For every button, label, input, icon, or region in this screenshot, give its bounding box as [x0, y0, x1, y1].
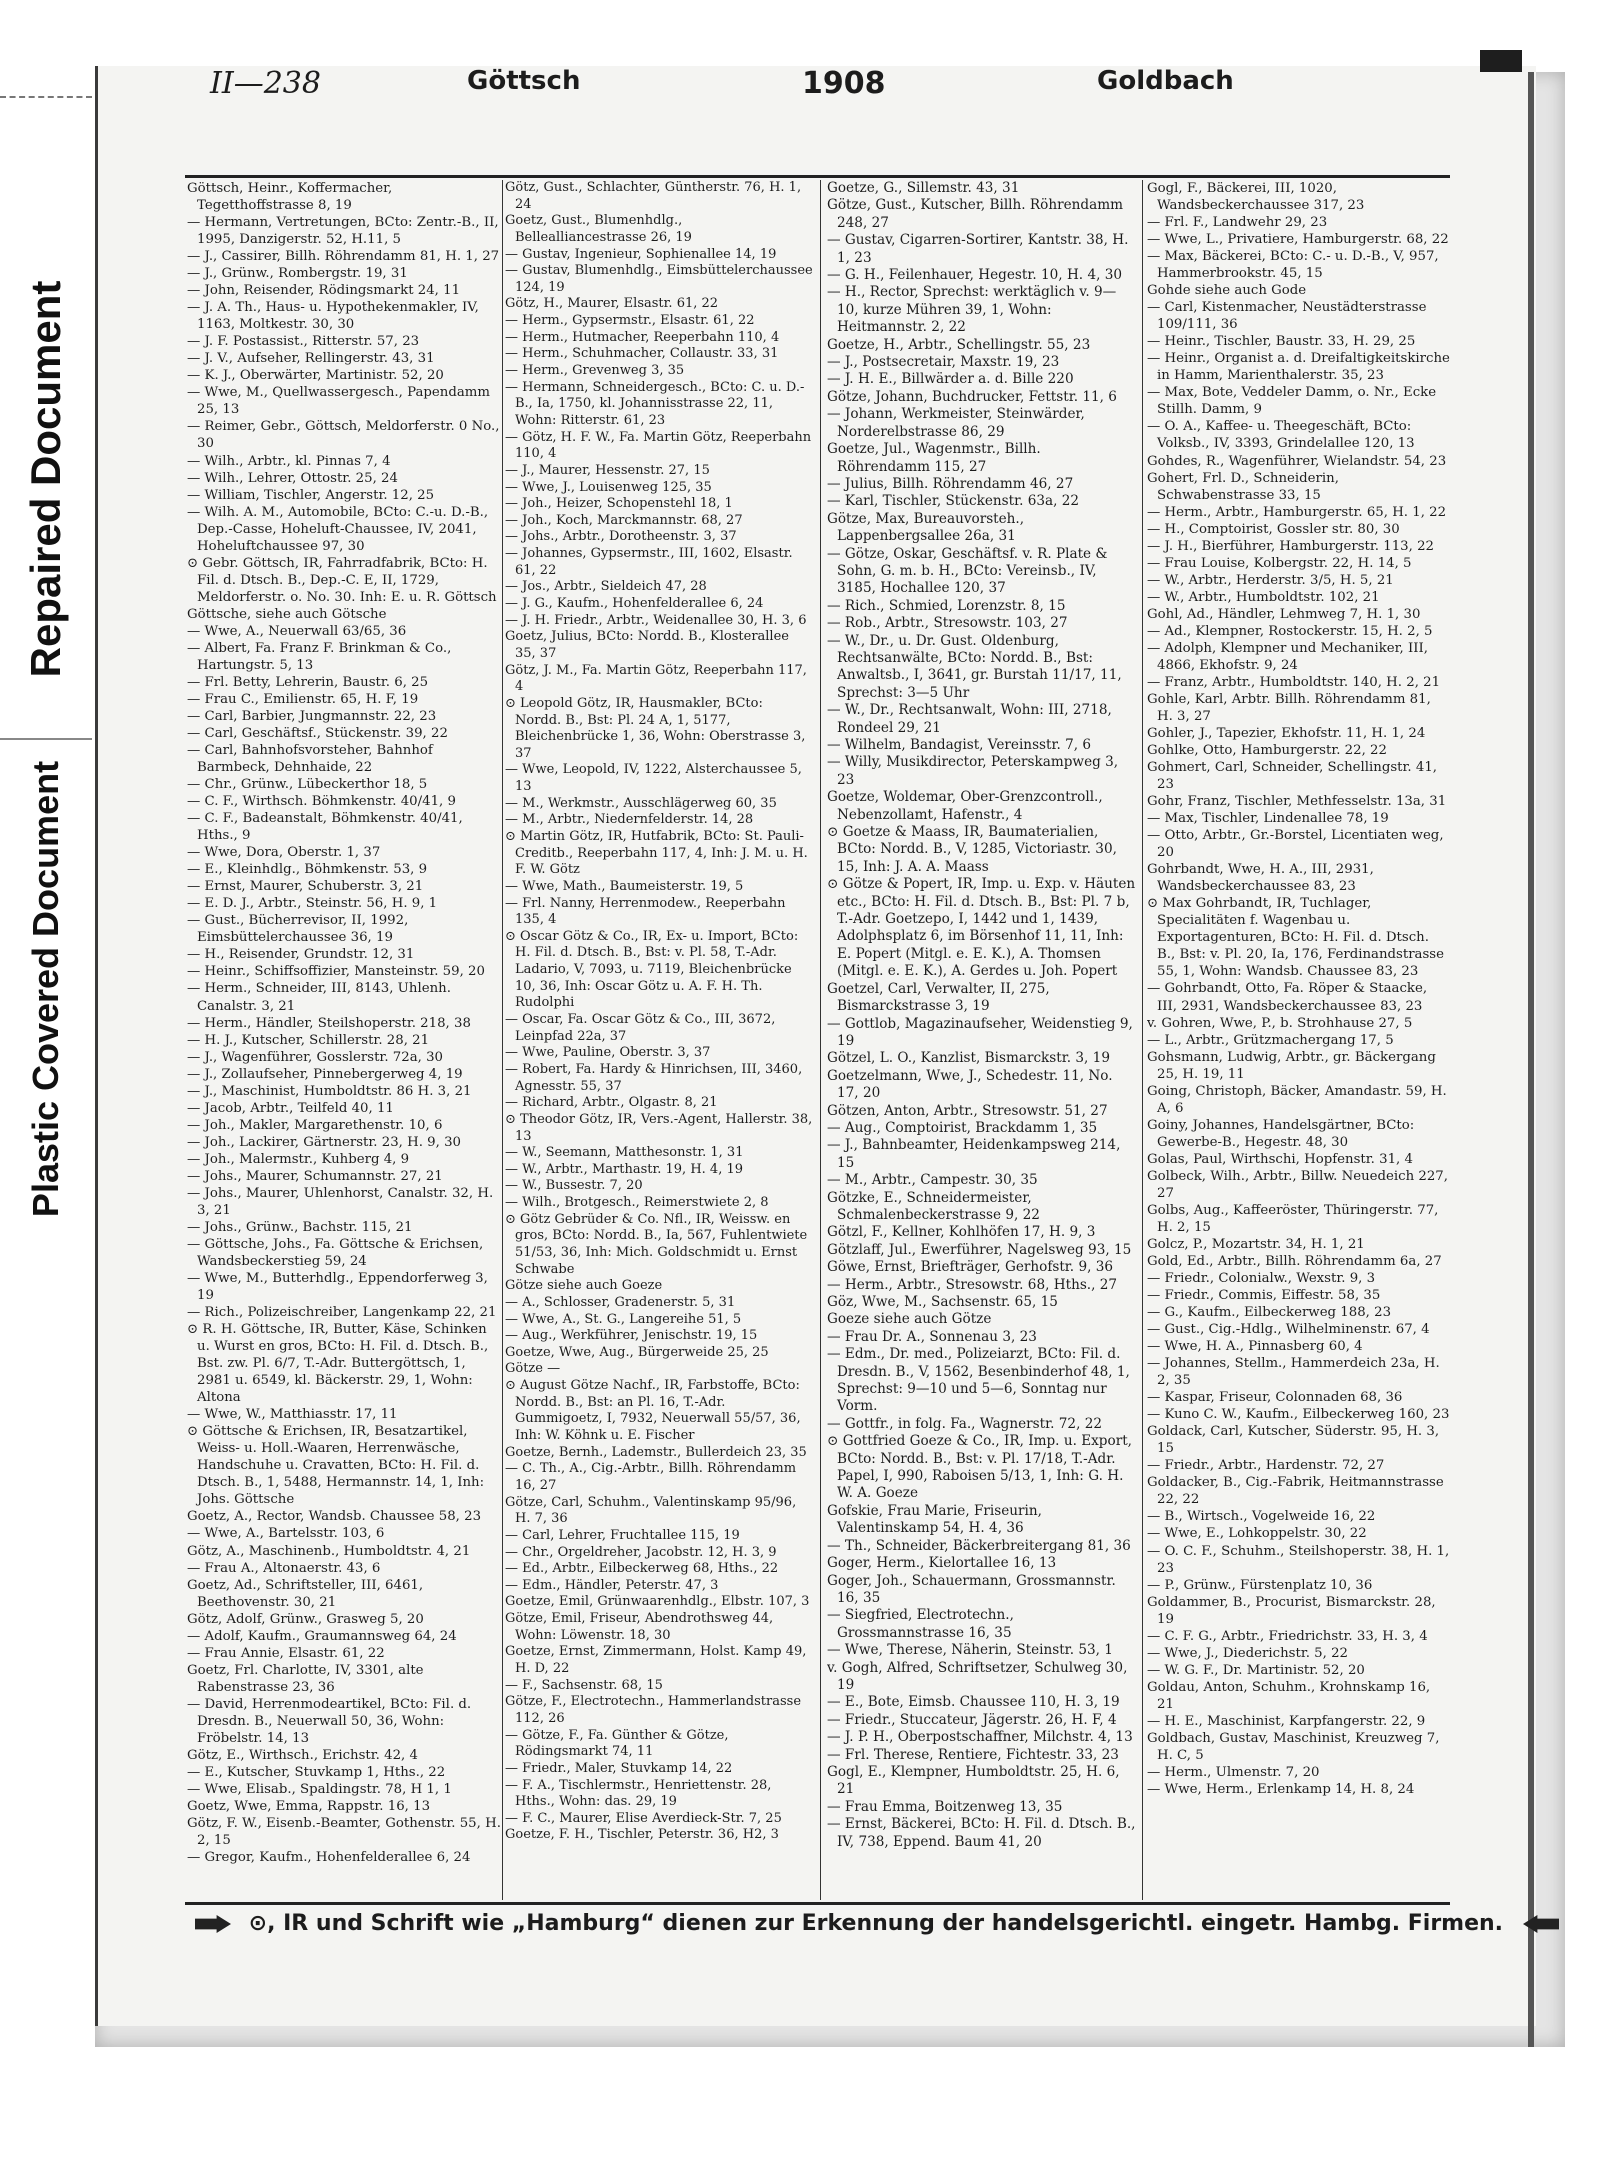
directory-entry: Goetz, Gust., Blumenhdlg., Bellealliancestrasse 26, 19 [505, 213, 692, 245]
directory-entry: ⊙ Götz Gebrüder & Co. Nfl., IR, Weissw. en gros, BCto: Nordd. B., Ia, 567, Fuhlentwiete 51/53, 36, Inh: Mich. Goldschmidt u. Ernst Schwabe [505, 1211, 808, 1277]
directory-entry: — J. F. Postassist., Ritterstr. 57, 23 [187, 334, 420, 350]
directory-entry: — Willy, Musikdirector, Peterskampweg 3, 23 [827, 754, 1119, 788]
directory-entry: — J. H. E., Billwärder a. d. Bille 220 [827, 371, 1074, 388]
directory-entry: — Göttsche, Johs., Fa. Göttsche & Erichsen, Wandsbeckerstieg 59, 24 [187, 1236, 484, 1269]
column-1 [187, 180, 501, 1900]
directory-entry: — Wilh., Arbtr., kl. Pinnas 7, 4 [187, 453, 391, 469]
column-4 [1147, 180, 1450, 1900]
directory-entry: Goetze, H., Arbtr., Schellingstr. 55, 23 [827, 336, 1091, 353]
directory-entry: — Gottlob, Magazinaufseher, Weidenstieg 9, 19 [827, 1015, 1133, 1049]
directory-entry: Goetze, Bernh., Lademstr., Bullerdeich 23, 35 [505, 1444, 807, 1460]
directory-entry: — J. A. Th., Haus- u. Hypothekenmakler, IV, 1163, Moltkestr. 30, 30 [187, 300, 479, 333]
directory-entry: Goetze, Jul., Wagenmstr., Billh. Röhrendamm 115, 27 [827, 441, 1041, 475]
directory-entry: — Adolf, Kaufm., Graumannsweg 64, 24 [187, 1628, 457, 1644]
directory-entry: Goetze, Ernst, Zimmermann, Holst. Kamp 49, H. D, 22 [505, 1644, 807, 1677]
directory-entry: Goetzel, Carl, Verwalter, II, 275, Bismarckstrasse 3, 19 [827, 980, 1050, 1015]
directory-entry: — K. J., Oberwärter, Martinistr. 52, 20 [187, 368, 444, 384]
directory-entry: Göwe, Ernst, Briefträger, Gerhofstr. 9, 36 [827, 1259, 1114, 1276]
directory-entry: — Frl. Betty, Lehrerin, Baustr. 6, 25 [187, 674, 429, 690]
directory-entry: — Aug., Comptoirist, Brackdamm 1, 35 [827, 1119, 1098, 1136]
directory-entry: Goetz, Julius, BCto: Nordd. B., Klosterallee 35, 37 [505, 629, 789, 661]
directory-entry: — J. P. H., Oberpostschaffner, Milchstr. 4, 13 [827, 1729, 1133, 1746]
directory-entry: — C. Th., A., Cig.-Arbtr., Billh. Röhrendamm 16, 27 [505, 1461, 797, 1493]
directory-entry: — Wwe, L., Privatiere, Hamburgerstr. 68, 22 [1147, 232, 1449, 248]
directory-entry: — W., Arbtr., Marthastr. 19, H. 4, 19 [505, 1161, 744, 1177]
column-divider [1142, 180, 1143, 1900]
page-footer [195, 1911, 1504, 1936]
directory-entry: Goldacker, B., Cig.-Fabrik, Heitmannstrasse 22, 22 [1147, 1475, 1444, 1508]
directory-entry: Götze siehe auch Goeze [505, 1278, 663, 1294]
directory-entry: — J., Grünw., Rombergstr. 19, 31 [187, 266, 408, 282]
directory-entry: — Johann, Werkmeister, Steinwärder, Norderelbstrasse 86, 29 [827, 406, 1085, 440]
directory-entry: — E. D. J., Arbtr., Steinstr. 56, H. 9, 1 [187, 896, 438, 912]
directory-entry: — Chr., Orgeldreher, Jacobstr. 12, H. 3, 9 [505, 1544, 777, 1560]
directory-entry: Gofskie, Frau Marie, Friseurin, Valentinskamp 54, H. 4, 36 [827, 1502, 1042, 1537]
directory-entry: — P., Grünw., Fürstenplatz 10, 36 [1147, 1577, 1373, 1593]
directory-entry: — Wwe, H. A., Pinnasberg 60, 4 [1147, 1339, 1363, 1355]
directory-entry: — Ad., Klempner, Rostockerstr. 15, H. 2, 5 [1147, 623, 1433, 639]
directory-entry: — Heinr., Tischler, Baustr. 33, H. 29, 25 [1147, 334, 1416, 350]
directory-entry: — Frau C., Emilienstr. 65, H. F, 19 [187, 691, 419, 707]
directory-columns [187, 180, 1450, 1900]
directory-entry: — M., Arbtr., Campestr. 30, 35 [827, 1172, 1038, 1189]
directory-entry: Goldbach, Gustav, Maschinist, Kreuzweg 7, H. C, 5 [1147, 1730, 1440, 1763]
directory-entry: Goetz, Ad., Schriftsteller, III, 6461, Beethovenstr. 30, 21 [187, 1577, 424, 1610]
directory-entry: — Heinr., Schiffsoffizier, Mansteinstr. 59, 20 [187, 964, 485, 980]
directory-entry: — O. A., Kaffee- u. Theegeschäft, BCto: Volksb., IV, 3393, Grindelallee 120, 13 [1147, 419, 1415, 452]
plastic-covered-label: Plastic Covered Document [25, 760, 66, 1218]
directory-entry: — Wwe, Therese, Näherin, Steinstr. 53, 1 [827, 1642, 1113, 1659]
directory-entry: — Wilhelm, Bandagist, Vereinsstr. 7, 6 [827, 737, 1092, 753]
directory-entry: Götzl, F., Kellner, Kohlhöfen 17, H. 9, 3 [827, 1224, 1096, 1241]
directory-entry: Götze, Gust., Kutscher, Billh. Röhrendamm 248, 27 [827, 197, 1123, 231]
directory-entry: — Friedr., Stuccateur, Jägerstr. 26, H. F, 4 [827, 1711, 1117, 1728]
directory-entry: Gohl, Ad., Händler, Lehmweg 7, H. 1, 30 [1147, 606, 1421, 622]
directory-entry: Goldack, Carl, Kutscher, Süderstr. 95, H. 3, 15 [1147, 1424, 1440, 1457]
column-2 [505, 180, 813, 1900]
directory-entry: — C. F., Badeanstalt, Böhmkenstr. 40/41, Hths., 9 [187, 811, 463, 844]
directory-entry: — Albert, Fa. Franz F. Brinkman & Co., Hartungstr. 5, 13 [187, 640, 452, 673]
directory-entry: — David, Herrenmodeartikel, BCto: Fil. d. Dresdn. B., Neuerwall 50, 36, Wohn: Fröbelstr. 14, 13 [187, 1696, 472, 1746]
directory-entry: — O. C. F., Schuhm., Steilshoperstr. 38, H. 1, 23 [1147, 1543, 1450, 1576]
directory-entry: — W. G. F., Dr. Martinistr. 52, 20 [1147, 1662, 1365, 1678]
directory-entry: — Wwe, Herm., Erlenkamp 14, H. 8, 24 [1147, 1781, 1415, 1797]
directory-entry: Gohr, Franz, Tischler, Methfesselstr. 13a, 31 [1147, 794, 1447, 810]
directory-entry: — Wwe, Elisab., Spaldingstr. 78, H 1, 1 [187, 1781, 452, 1797]
directory-entry: — Jos., Arbtr., Sieldeich 47, 28 [505, 579, 707, 595]
directory-entry: — Hermann, Schneidergesch., BCto: C. u. D.-B., Ia, 1750, kl. Johannisstrasse 22, 11, Wohn: Ritterstr. 61, 23 [505, 379, 805, 428]
directory-entry: — W., Seemann, Matthesonstr. 1, 31 [505, 1145, 744, 1161]
directory-entry: Goetz, A., Rector, Wandsb. Chaussee 58, 23 [187, 1509, 482, 1525]
directory-entry: Golbeck, Wilh., Arbtr., Billw. Neuedeich 227, 27 [1147, 1168, 1448, 1201]
directory-entry: Gohert, Frl. D., Schneiderin, Schwabenstrasse 33, 15 [1147, 470, 1339, 503]
directory-entry: — Carl, Geschäftsf., Stückenstr. 39, 22 [187, 726, 448, 741]
column-divider [502, 180, 503, 1900]
directory-entry: Gohdes, R., Wagenführer, Wielandstr. 54, 23 [1147, 453, 1447, 469]
directory-entry: — H., Rector, Sprechst: werktäglich v. 9—10, kurze Mühren 39, 1, Wohn: Heitmannstr. 2, 22 [827, 284, 1117, 336]
directory-entry: Going, Christoph, Bäcker, Amandastr. 59, H. A, 6 [1147, 1083, 1447, 1116]
directory-entry: — Wwe, A., Neuerwall 63/65, 36 [187, 623, 407, 639]
directory-entry: — G., Kaufm., Eilbeckerweg 188, 23 [1147, 1305, 1392, 1321]
directory-entry: — J., Zollaufseher, Pinnebergerweg 4, 19 [187, 1066, 463, 1082]
column-3 [827, 180, 1137, 1900]
directory-entry: — Wwe, J., Louisenweg 125, 35 [505, 479, 712, 495]
document-status-sidebar [0, 110, 92, 1300]
directory-entry: — Friedr., Commis, Eiffestr. 58, 35 [1147, 1288, 1381, 1304]
directory-entry: Goetzelmann, Wwe, J., Schedestr. 11, No. 17, 20 [827, 1067, 1113, 1102]
header-first-entry: Göttsch [467, 66, 581, 96]
page-header [112, 66, 1432, 114]
directory-entry: Götz, H., Maurer, Elsastr. 61, 22 [505, 296, 719, 312]
directory-entry: Göz, Wwe, M., Sachsenstr. 65, 15 [827, 1294, 1058, 1310]
directory-entry: — Wilh., Lehrer, Ottostr. 25, 24 [187, 470, 398, 486]
footer-rule [185, 1902, 1450, 1905]
directory-entry: — B., Wirtsch., Vogelweide 16, 22 [1147, 1509, 1376, 1525]
directory-entry: — Ernst, Maurer, Schuberstr. 3, 21 [187, 879, 424, 895]
directory-entry: Gohmert, Carl, Schneider, Schellingstr. 41, 23 [1147, 760, 1438, 793]
directory-entry: — Frau Dr. A., Sonnenau 3, 23 [827, 1328, 1037, 1345]
directory-entry: — J. V., Aufseher, Rellingerstr. 43, 31 [187, 351, 435, 367]
directory-entry: — Friedr., Arbtr., Hardenstr. 72, 27 [1147, 1458, 1385, 1474]
directory-entry: — Kuno C. W., Kaufm., Eilbeckerweg 160, 23 [1147, 1407, 1450, 1423]
column-divider [820, 180, 821, 1900]
directory-entry: — Frau Louise, Kolbergstr. 22, H. 14, 5 [1147, 555, 1412, 571]
directory-entry: — J. H. Friedr., Arbtr., Weidenallee 30, H. 3, 6 [505, 612, 807, 628]
directory-entry: — H., Reisender, Grundstr. 12, 31 [187, 947, 415, 963]
directory-entry: Goger, Herm., Kielortallee 16, 13 [827, 1555, 1057, 1572]
directory-entry: — Wwe, Math., Baumeisterstr. 19, 5 [505, 878, 744, 894]
directory-entry: — Gustav, Blumenhdlg., Eimsbüttelerchaussee 124, 19 [505, 263, 813, 295]
directory-entry: Golcz, P., Mozartstr. 34, H. 1, 21 [1147, 1236, 1365, 1252]
directory-entry: — Julius, Billh. Röhrendamm 46, 27 [827, 475, 1074, 492]
directory-entry: — J., Wagenführer, Gosslerstr. 72a, 30 [187, 1049, 443, 1065]
directory-entry: ⊙ R. H. Göttsche, IR, Butter, Käse, Schinken u. Wurst en gros, BCto: H. Fil. d. Dtsch. B., Bst. zw. Pl. 6/7, T.-Adr. Buttergöttsch, 1, 2981 u. 6549, kl. Bäckerstr. 29, 1, Wohn: Altona [187, 1322, 489, 1406]
directory-entry: — Herm., Gypsermstr., Elsastr. 61, 22 [505, 313, 755, 329]
directory-entry: — Herm., Schneider, III, 8143, Uhlenh. Canalstr. 3, 21 [187, 981, 451, 1014]
directory-entry: ⊙ August Götze Nachf., IR, Farbstoffe, BCto: Nordd. B., Bst: an Pl. 16, T.-Adr. Gummigoetz, I, 7932, Neuerwall 55/57, 36, Inh: W. Köhnk u. E. Fischer [505, 1378, 801, 1444]
directory-entry: Götzen, Anton, Arbtr., Stresowstr. 51, 27 [827, 1102, 1108, 1119]
directory-entry: Göttsche, siehe auch Götsche [187, 606, 387, 622]
directory-entry: — Rich., Polizeischreiber, Langenkamp 22, 21 [187, 1305, 497, 1321]
directory-entry: Götzel, L. O., Kanzlist, Bismarckstr. 3, 19 [827, 1050, 1110, 1067]
directory-entry: ⊙ Götze & Popert, IR, Imp. u. Exp. v. Häuten etc., BCto: H. Fil. d. Dtsch. B., Bst: Pl. 7 b, T.-Adr. Goetzepo, I, 1442 und 1, 1439, Adolphsplatz 6, im Börsenhof 11, 11, Inh: E. Popert (Mitgl. e. E. K.), A. Thomsen (Mitgl. e. E. K.), A. Gerdes u. Joh. Popert [827, 876, 1136, 980]
directory-entry: Goetze, Emil, Grünwaarenhdlg., Elbstr. 107, 3 [505, 1594, 810, 1610]
directory-entry: — Joh., Malermstr., Kuhberg 4, 9 [187, 1151, 410, 1167]
header-year: 1908 [802, 66, 886, 101]
sidebar-separator [0, 738, 92, 740]
directory-entry: Götze, Johann, Buchdrucker, Fettstr. 11, 6 [827, 388, 1117, 405]
directory-entry: ⊙ Gebr. Göttsch, IR, Fahrradfabrik, BCto: H. Fil. d. Dtsch. B., Dep.-C. E, II, 1729, Meldorferstr. o. No. 30. Inh: E. u. R. Göttsch [187, 555, 497, 605]
directory-entry: Goetz, Wwe, Emma, Rappstr. 16, 13 [187, 1798, 431, 1814]
directory-entry: — Frl. F., Landwehr 29, 23 [1147, 215, 1328, 231]
directory-entry: ⊙ Goetze & Maass, IR, Baumaterialien, BCto: Nordd. B., V, 1285, Victoriastr. 30, 15, Inh: J. A. A. Maass [827, 824, 1117, 875]
directory-entry: Gold, Ed., Arbtr., Billh. Röhrendamm 6a, 27 [1147, 1253, 1442, 1269]
directory-entry: — M., Werkmstr., Ausschlägerweg 60, 35 [505, 795, 777, 811]
directory-entry: — E., Bote, Eimsb. Chaussee 110, H. 3, 19 [827, 1694, 1120, 1711]
directory-entry: — Reimer, Gebr., Göttsch, Meldorferstr. 0 No., 30 [187, 419, 500, 452]
directory-entry: — Wwe, A., Bartelsstr. 103, 6 [187, 1526, 385, 1542]
directory-entry: — Oscar, Fa. Oscar Götz & Co., III, 3672, Leinpfad 22a, 37 [505, 1012, 776, 1044]
directory-entry: — Richard, Arbtr., Olgastr. 8, 21 [505, 1095, 718, 1111]
directory-entry: v. Gohren, Wwe, P., b. Strohhause 27, 5 [1147, 1015, 1413, 1031]
directory-entry: ⊙ Oscar Götz & Co., IR, Ex- u. Import, BCto: H. Fil. d. Dtsch. B., Bst: v. Pl. 58, T.-Adr. Ladario, V, 7093, u. 7119, Bleichenbrücke 10, 36, Inh: Oscar Götz u. A. F. H. Th. Rudolphi [505, 928, 799, 1011]
directory-entry: — Joh., Koch, Marckmannstr. 68, 27 [505, 512, 743, 528]
directory-entry: — Frl. Therese, Rentiere, Fichtestr. 33, 23 [827, 1746, 1119, 1763]
directory-entry: — Johs., Maurer, Uhlenhorst, Canalstr. 32, H. 3, 21 [187, 1185, 494, 1218]
directory-entry: — Hermann, Vertretungen, BCto: Zentr.-B., II, 1995, Danzigerstr. 52, H.11, 5 [187, 215, 499, 248]
directory-entry: — Franz, Arbtr., Humboldtstr. 140, H. 2, 21 [1147, 674, 1441, 690]
directory-entry: — Joh., Makler, Margarethenstr. 10, 6 [187, 1117, 443, 1133]
directory-entry: Gohlke, Otto, Hamburgerstr. 22, 22 [1147, 743, 1387, 759]
directory-entry: ⊙ Göttsche & Erichsen, IR, Besatzartikel, Weiss- u. Holl.-Waaren, Herrenwäsche, Handschuhe u. Cravatten, BCto: H. Fil. d. Dtsch. B., 1, 5488, Hermannstr. 14, 1, Inh: Johs. Göttsche [187, 1424, 485, 1508]
directory-entry: — Kaspar, Friseur, Colonnaden 68, 36 [1147, 1390, 1403, 1406]
directory-entry: Goldau, Anton, Schuhm., Krohnskamp 16, 21 [1147, 1679, 1431, 1712]
directory-entry: — Johannes, Gypsermstr., III, 1602, Elsastr. 61, 22 [505, 546, 793, 578]
directory-entry: — Max, Bäckerei, BCto: C.- u. D.-B., V, 957, Hammerbrookstr. 45, 15 [1147, 249, 1439, 282]
directory-entry: — Heinr., Organist a. d. Dreifaltigkeitskirche in Hamm, Marienthalerstr. 35, 23 [1147, 351, 1450, 384]
directory-entry: Götz, F. W., Eisenb.-Beamter, Gothenstr. 55, H. 2, 15 [187, 1816, 501, 1849]
directory-entry: Götz, Adolf, Grünw., Grasweg 5, 20 [187, 1611, 424, 1627]
directory-entry: — Wilh. A. M., Automobile, BCto: C.-u. D.-B., Dep.-Casse, Hoheluft-Chaussee, IV, 2041, Hoheluftchaussee 97, 30 [187, 504, 489, 554]
directory-entry: — Joh., Heizer, Schopenstehl 18, 1 [505, 496, 733, 512]
directory-entry: — F. A., Tischlermstr., Henriettenstr. 28, Hths., Wohn: das. 29, 19 [505, 1777, 772, 1810]
directory-entry: — J., Bahnbeamter, Heidenkampsweg 214, 15 [827, 1137, 1121, 1171]
directory-entry: — Gustav, Cigarren-Sortirer, Kantstr. 38, H. 1, 23 [827, 232, 1129, 266]
directory-entry: Götze, Emil, Friseur, Abendrothsweg 44, Wohn: Löwenstr. 18, 30 [505, 1611, 774, 1643]
directory-entry: — Herm., Händler, Steilshoperstr. 218, 38 [187, 1015, 471, 1031]
directory-entry: — G. H., Feilenhauer, Hegestr. 10, H. 4, 30 [827, 267, 1123, 284]
directory-entry: Götze, Max, Bureauvorsteh., Lappenbergsallee 26a, 31 [827, 510, 1025, 545]
directory-entry: — W., Arbtr., Herderstr. 3/5, H. 5, 21 [1147, 572, 1394, 588]
directory-entry: — Wwe, Pauline, Oberstr. 3, 37 [505, 1045, 711, 1061]
directory-entry: Götz, J. M., Fa. Martin Götz, Reeperbahn 117, 4 [505, 662, 807, 695]
directory-entry: Götzlaff, Jul., Ewerführer, Nagelsweg 93, 15 [827, 1241, 1132, 1258]
directory-entry: — Wwe, A., St. G., Langereihe 51, 5 [505, 1311, 742, 1327]
directory-entry: — Herm., Arbtr., Hamburgerstr. 65, H. 1, 22 [1147, 504, 1447, 520]
directory-entry: ⊙ Theodor Götz, IR, Vers.-Agent, Hallerstr. 38, 13 [505, 1111, 813, 1144]
directory-entry: — J. H., Bierführer, Hamburgerstr. 113, 22 [1147, 538, 1434, 554]
directory-entry: Götz, E., Wirthsch., Erichstr. 42, 4 [187, 1747, 418, 1763]
directory-entry: Götze — [505, 1361, 561, 1377]
directory-entry: — Frau Emma, Boitzenweg 13, 35 [827, 1798, 1063, 1815]
directory-entry: Goldammer, B., Procurist, Bismarckstr. 28, 19 [1147, 1594, 1436, 1627]
directory-entry: — Götz, H. F. W., Fa. Martin Götz, Reeperbahn 110, 4 [505, 429, 812, 462]
directory-entry: — Johs., Maurer, Schumannstr. 27, 21 [187, 1168, 443, 1184]
directory-entry: — Johs., Arbtr., Dorotheenstr. 3, 37 [505, 529, 737, 545]
directory-entry: — Wwe, M., Quellwassergesch., Papendamm 25, 13 [187, 385, 490, 418]
directory-entry: Golas, Paul, Wirthschi, Hopfenstr. 31, 4 [1147, 1151, 1413, 1167]
directory-entry: — Wwe, Leopold, IV, 1222, Alsterchaussee 5, 13 [505, 762, 802, 795]
header-rule [185, 175, 1450, 178]
directory-entry: Goetze, Woldemar, Ober-Grenzcontroll., Nebenzollamt, Hafenstr., 4 [827, 789, 1103, 823]
directory-entry: — Gust., Cig.-Hdlg., Wilhelminenstr. 67, 4 [1147, 1322, 1430, 1338]
directory-entry: — William, Tischler, Angerstr. 12, 25 [187, 487, 435, 503]
directory-entry: Gohle, Karl, Arbtr. Billh. Röhrendamm 81, H. 3, 27 [1147, 691, 1431, 724]
directory-entry: — Herm., Hutmacher, Reeperbahn 110, 4 [505, 329, 780, 345]
directory-entry: — Carl, Kistenmacher, Neustädterstrasse 109/111, 36 [1147, 300, 1427, 333]
directory-entry: Götze, Carl, Schuhm., Valentinskamp 95/96, H. 7, 36 [505, 1494, 797, 1527]
directory-entry: — Karl, Tischler, Stückenstr. 63a, 22 [827, 493, 1080, 510]
directory-entry: — A., Schlosser, Gradenerstr. 5, 31 [505, 1294, 736, 1310]
directory-entry: Goetze, F. H., Tischler, Peterstr. 36, H2, 3 [505, 1827, 779, 1843]
directory-entry: — Gottfr., in folg. Fa., Wagnerstr. 72, 22 [827, 1415, 1103, 1432]
directory-entry: Gohsmann, Ludwig, Arbtr., gr. Bäckergang 25, H. 19, 11 [1147, 1049, 1436, 1082]
directory-entry: — Wwe, M., Butterhdlg., Eppendorferweg 3, 19 [187, 1271, 488, 1304]
pointing-hand-icon [195, 1915, 231, 1933]
binder-clip [1480, 50, 1522, 72]
directory-entry: — L., Arbtr., Grützmachergang 17, 5 [1147, 1032, 1394, 1048]
directory-entry: Götz, A., Maschinenb., Humboldtstr. 4, 21 [187, 1543, 471, 1559]
directory-entry: — Herm., Grevenweg 3, 35 [505, 363, 685, 379]
directory-entry: — Th., Schneider, Bäckerbreitergang 81, 36 [827, 1537, 1131, 1554]
directory-entry: Goiny, Johannes, Handelsgärtner, BCto: Gewerbe-B., Hegestr. 48, 30 [1147, 1117, 1415, 1150]
directory-entry: — Aug., Werkführer, Jenischstr. 19, 15 [505, 1328, 758, 1344]
page-edge-shadow [1528, 72, 1534, 2047]
directory-entry: ⊙ Martin Götz, IR, Hutfabrik, BCto: St. Pauli-Creditb., Reeperbahn 117, 4, Inh: J. M. u. H. F. W. Götz [505, 828, 808, 878]
page-number: II—238 [210, 66, 321, 101]
directory-entry: — J., Maurer, Hessenstr. 27, 15 [505, 462, 710, 478]
directory-entry: — Robert, Fa. Hardy & Hinrichsen, III, 3460, Agnesstr. 55, 37 [505, 1061, 803, 1094]
directory-entry: Gohler, J., Tapezier, Ekhofstr. 11, H. 1, 24 [1147, 726, 1426, 741]
directory-entry: — Frau A., Altonaerstr. 43, 6 [187, 1560, 381, 1576]
directory-entry: Goetz, Frl. Charlotte, IV, 3301, alte Rabenstrasse 23, 36 [187, 1662, 424, 1695]
directory-entry: Gogl, F., Bäckerei, III, 1020, Wandsbeckerchaussee 317, 23 [1147, 181, 1365, 214]
directory-entry: — Siegfried, Electrotechn., Grossmannstrasse 16, 35 [827, 1607, 1014, 1641]
directory-entry: — Götze, F., Fa. Günther & Götze, Rödingsmarkt 74, 11 [505, 1727, 729, 1760]
directory-entry: v. Gogh, Alfred, Schriftsetzer, Schulweg 30, 19 [827, 1659, 1128, 1693]
directory-entry: — Rich., Schmied, Lorenzstr. 8, 15 [827, 597, 1066, 614]
directory-entry: Gogl, E., Klempner, Humboldtstr. 25, H. 6, 21 [827, 1763, 1120, 1798]
directory-entry: — Jacob, Arbtr., Teilfeld 40, 11 [187, 1100, 394, 1116]
directory-entry: — E., Kutscher, Stuvkamp 1, Hths., 22 [187, 1764, 446, 1780]
directory-entry: — Carl, Barbier, Jungmannstr. 22, 23 [187, 708, 437, 724]
edge-dashed-line [0, 96, 92, 98]
directory-entry: — Carl, Bahnhofsvorsteher, Bahnhof Barmbeck, Dehnhaide, 22 [187, 743, 433, 776]
directory-entry: — F. C., Maurer, Elise Averdieck-Str. 7, 25 [505, 1810, 782, 1826]
directory-entry: — Friedr., Maler, Stuvkamp 14, 22 [505, 1760, 733, 1776]
directory-entry: — J., Cassirer, Billh. Röhrendamm 81, H. 1, 27 [187, 249, 500, 265]
directory-entry: — Wwe, Dora, Oberstr. 1, 37 [187, 845, 381, 861]
directory-entry: — Max, Bote, Veddeler Damm, o. Nr., Ecke Stillh. Damm, 9 [1147, 385, 1437, 418]
directory-entry: Göttsch, Heinr., Koffermacher, Tegetthoffstrasse 8, 19 [187, 181, 393, 214]
directory-entry: Goetze, G., Sillemstr. 43, 31 [827, 180, 1020, 196]
directory-entry: — W., Bussestr. 7, 20 [505, 1178, 643, 1194]
directory-entry: — Ed., Arbtr., Eilbeckerweg 68, Hths., 22 [505, 1561, 779, 1577]
directory-entry: — Herm., Ulmenstr. 7, 20 [1147, 1764, 1320, 1780]
directory-entry: Goger, Joh., Schauermann, Grossmannstr. 16, 35 [827, 1572, 1116, 1606]
directory-entry: — C. F. G., Arbtr., Friedrichstr. 33, H. 3, 4 [1147, 1628, 1428, 1644]
directory-entry: — Adolph, Klempner und Mechaniker, III, 4866, Ekhofstr. 9, 24 [1147, 640, 1428, 673]
directory-entry: — W., Dr., Rechtsanwalt, Wohn: III, 2718, Rondeel 29, 21 [827, 702, 1112, 736]
directory-entry: — H. E., Maschinist, Karpfangerstr. 22, 9 [1147, 1713, 1426, 1729]
directory-entry: — Johannes, Stellm., Hammerdeich 23a, H. 2, 35 [1147, 1356, 1440, 1389]
directory-entry: Gohrbandt, Wwe, H. A., III, 2931, Wandsbeckerchaussee 83, 23 [1147, 862, 1374, 895]
directory-entry: Götze, F., Electrotechn., Hammerlandstrasse 112, 26 [505, 1694, 802, 1726]
directory-entry: Götzke, E., Schneidermeister, Schmalenbeckerstrasse 9, 22 [827, 1189, 1040, 1223]
directory-entry: — Ernst, Bäckerei, BCto: H. Fil. d. Dtsch. B., IV, 738, Eppend. Baum 41, 20 [827, 1816, 1136, 1850]
directory-entry: — Rob., Arbtr., Stresowstr. 103, 27 [827, 615, 1068, 632]
directory-entry: — Max, Tischler, Lindenallee 78, 19 [1147, 811, 1389, 827]
directory-entry: ⊙ Gottfried Goeze & Co., IR, Imp. u. Export, BCto: Nordd. B., Bst: v. Pl. 17/18, T.-Adr. Papel, I, 990, Raboisen 5/13, 1, Inh: G. H. W. A. Goeze [827, 1433, 1132, 1502]
directory-entry: — Gregor, Kaufm., Hohenfelderallee 6, 24 [187, 1850, 471, 1866]
footer-note: ⊙, IR und Schrift wie „Hamburg“ dienen zur Erkennung der handelsgerichtl. eingetr. Hambg. Firmen. [248, 1911, 1504, 1936]
directory-entry: — J. G., Kaufm., Hohenfelderallee 6, 24 [505, 596, 764, 612]
directory-entry: ⊙ Max Gohrbandt, IR, Tuchlager, Specialitäten f. Wagenbau u. Exportagenturen, BCto: H. Fil. d. Dtsch. B., Bst: v. Pl. 20, Ia, 176, Ferdinandstrasse 55, 1, Wohn: Wandsb. Chaussee 83, 23 [1147, 896, 1444, 980]
repaired-document-label: Repaired Document [22, 280, 69, 678]
directory-entry: Goeze siehe auch Götze [827, 1311, 992, 1328]
directory-entry: — W., Dr., u. Dr. Gust. Oldenburg, Rechtsanwälte, BCto: Nordd. B., Bst: Anwaltsb., I, 3641, gr. Burstah 11/17, 11, Sprechst: 3—5 Uhr [827, 632, 1122, 701]
directory-entry: — Carl, Lehrer, Fruchtallee 115, 19 [505, 1527, 740, 1543]
directory-entry: — Otto, Arbtr., Gr.-Borstel, Licentiaten weg, 20 [1147, 828, 1444, 861]
directory-entry: — Wwe, E., Lohkoppelstr. 30, 22 [1147, 1526, 1367, 1542]
directory-entry: — J., Maschinist, Humboldtstr. 86 H. 3, 21 [187, 1083, 472, 1099]
directory-entry: — H. J., Kutscher, Schillerstr. 28, 21 [187, 1032, 430, 1048]
directory-entry: — M., Arbtr., Niedernfelderstr. 14, 28 [505, 812, 754, 828]
directory-entry: — Joh., Lackirer, Gärtnerstr. 23, H. 9, 30 [187, 1134, 462, 1150]
directory-entry: — Edm., Dr. med., Polizeiarzt, BCto: Fil. d. Dresdn. B., V, 1562, Besenbinderhof 48, 1, Sprechst: 9—10 und 5—6, Sonntag nur Vorm. [827, 1346, 1130, 1415]
directory-entry: — Wwe, W., Matthiasstr. 17, 11 [187, 1407, 398, 1423]
directory-entry: — Gustav, Ingenieur, Sophienallee 14, 19 [505, 246, 777, 262]
directory-entry: — Johs., Grünw., Bachstr. 115, 21 [187, 1219, 413, 1235]
directory-entry: — Frl. Nanny, Herrenmodew., Reeperbahn 135, 4 [505, 895, 786, 928]
directory-entry: — Chr., Grünw., Lübeckerthor 18, 5 [187, 777, 428, 793]
directory-entry: — Gust., Bücherrevisor, II, 1992, Eimsbüttelerchaussee 36, 19 [187, 913, 409, 946]
directory-entry: — E., Kleinhdlg., Böhmkenstr. 53, 9 [187, 862, 428, 878]
directory-entry: — Wilh., Brotgesch., Reimerstwiete 2, 8 [505, 1195, 769, 1211]
directory-entry: — Götze, Oskar, Geschäftsf. v. R. Plate & Sohn, G. m. b. H., BCto: Vereinsb., IV, 3185, Hochallee 120, 37 [827, 545, 1108, 597]
directory-entry: — Herm., Arbtr., Stresowstr. 68, Hths., 27 [827, 1276, 1118, 1293]
directory-entry: — Wwe, J., Diederichstr. 5, 22 [1147, 1645, 1349, 1661]
directory-entry: ⊙ Leopold Götz, IR, Hausmakler, BCto: Nordd. B., Bst: Pl. 24 A, 1, 5177, Bleichenbrücke 1, 36, Wohn: Oberstrasse 3, 37 [505, 695, 806, 761]
directory-entry: — J., Postsecretair, Maxstr. 19, 23 [827, 354, 1060, 371]
directory-entry: Goetze, Wwe, Aug., Bürgerweide 25, 25 [505, 1344, 769, 1360]
directory-entry: — John, Reisender, Rödingsmarkt 24, 11 [187, 283, 461, 299]
directory-entry: — H., Comptoirist, Gossler str. 80, 30 [1147, 521, 1400, 537]
directory-entry: — Herm., Schuhmacher, Collaustr. 33, 31 [505, 346, 779, 362]
directory-entry: — Friedr., Colonialw., Wexstr. 9, 3 [1147, 1271, 1376, 1286]
directory-entry: Götz, Gust., Schlachter, Güntherstr. 76, H. 1, 24 [505, 180, 802, 212]
directory-entry: — Gohrbandt, Otto, Fa. Röper & Staacke, III, 2931, Wandsbeckerchaussee 83, 23 [1147, 981, 1428, 1014]
directory-entry: — F., Sachsenstr. 68, 15 [505, 1677, 663, 1693]
directory-entry: — W., Arbtr., Humboldtstr. 102, 21 [1147, 589, 1380, 605]
directory-entry: Golbs, Aug., Kaffeeröster, Thüringerstr. 77, H. 2, 15 [1147, 1202, 1439, 1235]
directory-entry: — Edm., Händler, Peterstr. 47, 3 [505, 1577, 719, 1593]
directory-entry: Gohde siehe auch Gode [1147, 283, 1307, 299]
directory-entry: — Frau Annie, Elsastr. 61, 22 [187, 1645, 385, 1661]
header-last-entry: Goldbach [1097, 66, 1234, 96]
directory-entry: — C. F., Wirthsch. Böhmkenstr. 40/41, 9 [187, 794, 456, 810]
